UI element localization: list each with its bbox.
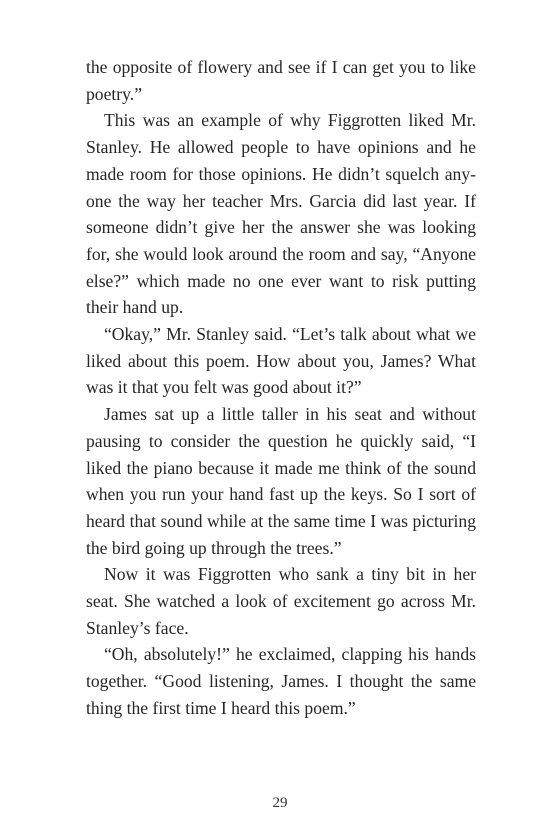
paragraph: “Okay,” Mr. Stanley said. “Let’s talk about what we liked about this poem. How about you, James? What was it that you felt was good about it?” <box>86 324 476 398</box>
paragraph: the opposite of flowery and see if I can get you to like poetry.” <box>86 57 476 104</box>
paragraph: Now it was Figgrotten who sank a tiny bit in her seat. She watched a look of excitement go across Mr. Stanley’s face. <box>86 564 476 638</box>
paragraph: This was an example of why Figgrotten liked Mr. Stanley. He allowed people to have opinions and he made room for those opinions. He didn’t squelch anyone the way her teacher Mrs. Garcia did last year. If someone didn’t give her the answer she was looking for, she would look around the room and say, “Anyone else?” which made no one ever want to risk putting their hand up. <box>86 110 476 318</box>
paragraph: James sat up a little taller in his seat and without pausing to consider the question he quickly said, “I liked the piano because it made me think of the sound when you run your hand fast up the keys. So I sort of heard that sound while at the same time I was picturing the bird going up through the trees.” <box>86 404 476 558</box>
page-number: 29 <box>272 795 288 811</box>
body-text <box>86 54 476 722</box>
paragraph: “Oh, absolutely!” he exclaimed, clapping his hands together. “Good listening, James. I thought the same thing the first time I heard this poem.” <box>86 644 476 718</box>
